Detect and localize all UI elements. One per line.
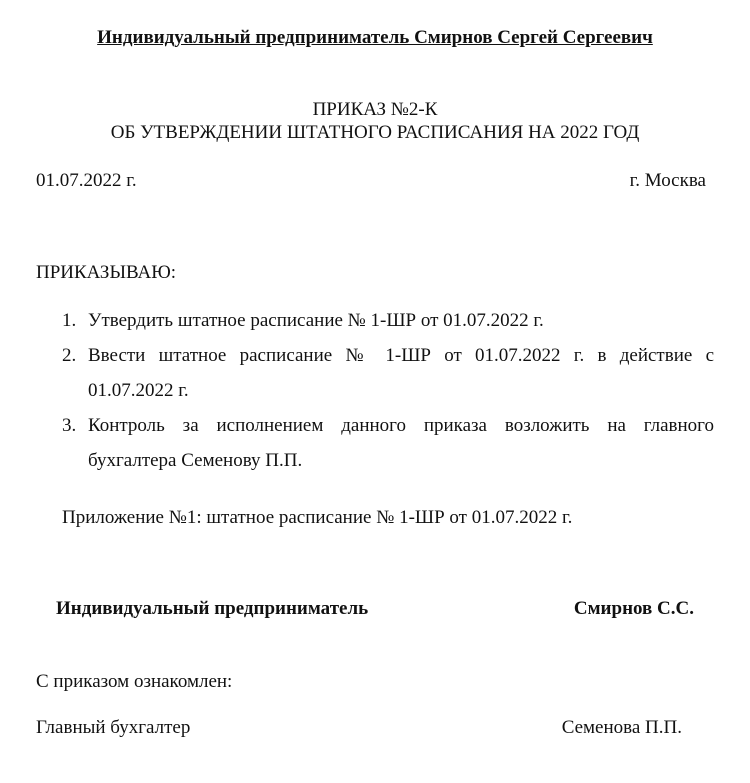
acknowledgement-name: Семенова П.П. xyxy=(561,717,682,738)
signature-name: Смирнов С.С. xyxy=(573,598,694,619)
list-item-text: Ввести штатное расписание № 1-ШР от 01.07.2022 г. в действие с xyxy=(88,345,714,366)
order-word: ПРИКАЗЫВАЮ: xyxy=(36,262,177,283)
order-city: г. Москва xyxy=(629,170,706,191)
order-title: ПРИКАЗ №2-К xyxy=(312,99,438,120)
appendix-note: Приложение №1: штатное расписание № 1-ШР от 01.07.2022 г. xyxy=(62,507,573,528)
acknowledgement-role: Главный бухгалтер xyxy=(36,717,191,738)
list-item-text-continued: бухгалтера Семенову П.П. xyxy=(88,450,303,471)
list-item-number: 3. xyxy=(62,415,77,436)
acknowledgement-label: С приказом ознакомлен: xyxy=(36,671,233,692)
signature-role: Индивидуальный предприниматель xyxy=(56,598,369,619)
list-item-text: Контроль за исполнением данного приказа возложить на главного xyxy=(88,415,714,436)
list-item-text: Утвердить штатное расписание № 1-ШР от 01.07.2022 г. xyxy=(88,310,544,331)
order-subtitle: ОБ УТВЕРЖДЕНИИ ШТАТНОГО РАСПИСАНИЯ НА 2022 ГОД xyxy=(110,122,640,143)
order-date: 01.07.2022 г. xyxy=(36,170,137,191)
list-item-text-continued: 01.07.2022 г. xyxy=(88,380,189,401)
document-header: Индивидуальный предприниматель Смирнов Сергей Сергеевич xyxy=(97,27,653,48)
list-item-number: 1. xyxy=(62,310,77,331)
list-item-number: 2. xyxy=(62,345,77,366)
